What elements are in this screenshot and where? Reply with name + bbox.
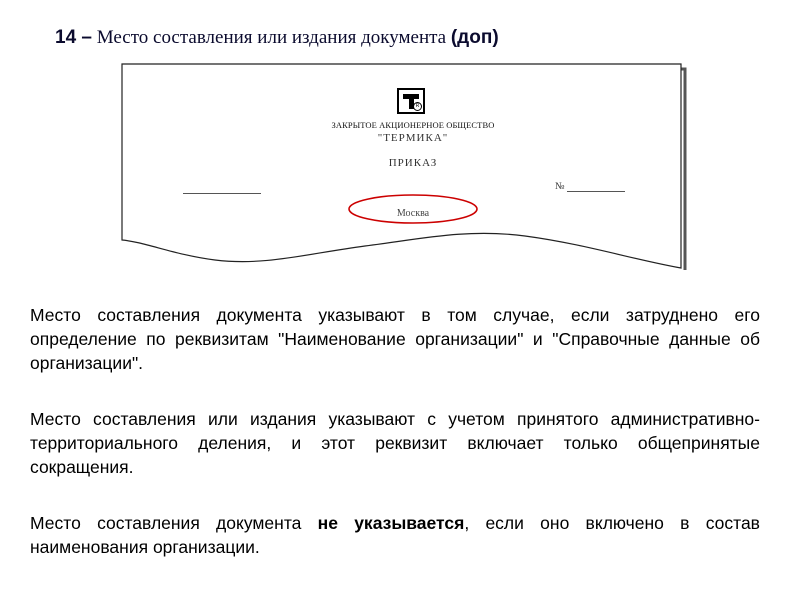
paragraph-3 [30, 511, 760, 559]
number-blank-line [567, 181, 625, 192]
number-label: № [555, 181, 565, 192]
paragraph-1: Место составления документа указывают в том случае, если затруднено его определение по реквизитам "Наименование организации" и "Справочные данные об организации". [30, 305, 760, 373]
title-text: Место составления или издания документа [91, 27, 451, 48]
slide-title [55, 27, 499, 49]
paragraph-2: Место составления или издания указывают с учетом принятого административно-территориального деления, и этот реквизит включает только общепринятые сокращения. [30, 409, 760, 477]
document-number-field [555, 181, 665, 192]
date-blank-line [183, 193, 261, 194]
org-name: "ТЕРМИКА" [377, 132, 449, 144]
title-number: 14 – [55, 27, 92, 48]
document-type: ПРИКАЗ [388, 157, 438, 169]
title-paren: (доп) [450, 27, 499, 48]
place-of-issue: Москва [396, 208, 430, 219]
org-type: ЗАКРЫТОЕ АКЦИОНЕРНОЕ ОБЩЕСТВО [331, 120, 495, 130]
registered-mark-icon: R [413, 102, 422, 111]
company-logo [397, 88, 425, 114]
paragraph-3-emphasis: не указывается [317, 513, 465, 533]
paragraph-3-start: Место составления документа [30, 513, 318, 533]
document-sample [115, 60, 695, 282]
paragraph-3-end: , если оно включено в состав наименования организации. [30, 513, 760, 557]
